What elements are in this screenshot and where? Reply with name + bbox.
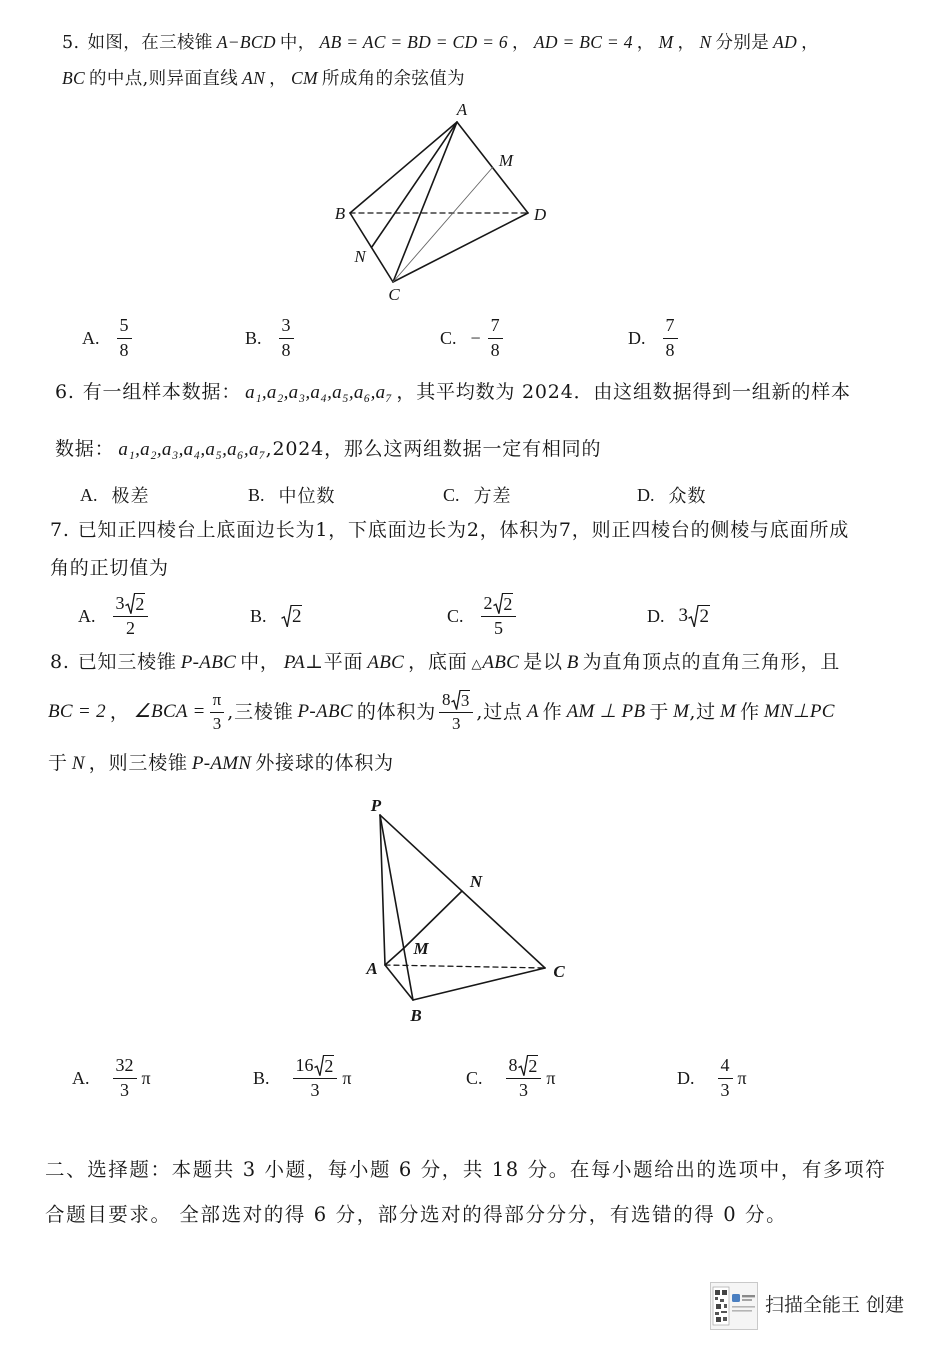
vertex-label-b: B: [334, 204, 346, 223]
numerator: 32: [113, 1055, 137, 1080]
fraction: [718, 1055, 733, 1101]
option-label: B.: [248, 484, 265, 505]
math-expression: ABC: [367, 652, 405, 673]
stem-text: 如图，在三棱锥: [87, 33, 213, 53]
option-label: A.: [78, 605, 96, 626]
pi-symbol: π: [546, 1067, 556, 1088]
stem-text: ，: [109, 701, 130, 723]
stem-text: 角的正切值为: [50, 557, 169, 579]
math-expression: ∠BCA =: [133, 701, 206, 722]
option-label: A.: [72, 1067, 90, 1088]
option-label: D.: [628, 327, 646, 348]
q7-option-c: [447, 588, 519, 644]
radical-sign: [314, 1055, 324, 1077]
edge-bc: [413, 968, 545, 1000]
option-label: A.: [82, 327, 100, 348]
stem-text: 作: [542, 701, 563, 723]
square-root: [451, 690, 471, 710]
math-expression: a₁,a₂,a₃,a₄,a₅,a₆,a₇: [245, 382, 393, 403]
q8-option-c: [466, 1050, 556, 1106]
stem-text: ,三棱锥: [227, 701, 294, 723]
denominator: 3: [518, 1080, 528, 1101]
stem-text: ，: [801, 33, 819, 53]
stem-text: 所成角的余弦值为: [321, 69, 466, 89]
fraction: [293, 1055, 338, 1101]
stem-text: ，其平均数为 2024．由这组数据得到一组新的样本: [396, 381, 851, 403]
vertex-label-d: D: [533, 205, 547, 224]
math-expression: B: [566, 652, 579, 673]
numerator: [113, 593, 149, 618]
pi-symbol: π: [737, 1067, 747, 1088]
math-expression: AD = BC = 4: [533, 32, 633, 52]
q8-line-3: [48, 751, 394, 776]
option-text: 极差: [111, 486, 150, 507]
math-expression: AM ⊥ PB: [566, 701, 646, 722]
denominator: 3: [310, 1080, 320, 1101]
numerator: π: [210, 690, 225, 713]
option-label: A.: [80, 484, 98, 505]
stem-text: ⊥平面: [305, 651, 364, 673]
stem-text: 作: [740, 701, 760, 723]
math-expression: BC = 2: [48, 701, 106, 722]
fraction: [279, 315, 294, 361]
square-root: [314, 1055, 335, 1077]
option-label: D.: [677, 1067, 695, 1088]
square-root: [688, 605, 710, 628]
stem-text: 的中点,则异面直线: [88, 69, 239, 89]
question-number: 5.: [62, 33, 80, 53]
option-label: D.: [647, 605, 665, 626]
fraction-pi-over-3: [210, 690, 225, 734]
math-expression: N: [71, 753, 85, 774]
segment-cm: [393, 168, 493, 283]
denominator: 8: [281, 340, 291, 361]
math-expression: A−BCD: [216, 32, 276, 52]
fraction: [663, 315, 678, 361]
coefficient: 3: [115, 592, 125, 613]
stem-text: 中，: [240, 651, 280, 673]
q5-option-c: [440, 310, 506, 366]
q6-option-c: [443, 467, 512, 523]
option-label: B.: [245, 327, 262, 348]
math-expression: N: [699, 32, 712, 52]
q7-option-a: [78, 588, 151, 644]
numerator: 4: [718, 1055, 733, 1080]
math-expression: AN: [242, 68, 266, 88]
edge-ab: [385, 965, 413, 1000]
stem-text: 是以: [523, 651, 563, 673]
q6-line-1: [55, 380, 851, 405]
fraction: [488, 315, 503, 361]
point-label-n: N: [469, 872, 483, 891]
stem-text: ，: [677, 33, 696, 53]
q6-line-2: [55, 437, 601, 462]
math-expression: PA: [283, 652, 306, 673]
numerator: [481, 593, 517, 618]
vertex-label-c: C: [388, 285, 400, 304]
math-expression: P-AMN: [191, 753, 252, 774]
stem-text: 中，: [279, 33, 316, 53]
section-heading-line-1: [45, 1158, 886, 1182]
stem-text: ，那么这两组数据一定有相同的: [324, 438, 602, 460]
q8-line-2: [48, 687, 839, 737]
fraction: [113, 1055, 137, 1101]
q7-line-2: [50, 556, 169, 580]
minus-sign: −: [470, 327, 481, 348]
scanner-app-logo-icon: [710, 1282, 758, 1330]
math-expression: ABC: [482, 652, 520, 673]
radicand: 2: [503, 593, 513, 614]
section-heading-line-2: [45, 1203, 787, 1227]
option-label: B.: [250, 605, 267, 626]
stem-text: ，: [636, 33, 655, 53]
square-root: [125, 593, 146, 615]
radical-sign: [518, 1055, 528, 1077]
stem-number: ,2024: [265, 438, 325, 460]
numerator: 7: [488, 315, 503, 340]
question-number: 8.: [50, 651, 70, 673]
option-label: D.: [637, 484, 655, 505]
point-label-n: N: [354, 247, 366, 266]
math-expression: AB = AC = BD = CD = 6: [319, 32, 508, 52]
radical-sign: [451, 690, 460, 710]
option-label: C.: [447, 605, 464, 626]
math-expression: A: [526, 701, 539, 722]
option-text: 众数: [668, 486, 707, 507]
fraction-volume: [439, 690, 473, 734]
radical-sign: [493, 593, 503, 615]
q8-pyramid-figure: [350, 795, 580, 1030]
radical-sign: [688, 605, 698, 628]
denominator: 2: [125, 618, 135, 639]
section-text: 二、选择题：本题共 3 小题，每小题 6 分，共 18 分。在每小题给出的选项中，有多项符: [45, 1158, 887, 1181]
q8-line-1: [50, 650, 840, 677]
fraction: [481, 593, 517, 639]
edge-ac-hidden: [385, 965, 545, 968]
radicand: 2: [135, 593, 145, 614]
segment-am: [385, 948, 404, 965]
stem-text: ,过: [689, 701, 716, 723]
q7-line-1: [50, 518, 849, 542]
section-text: 合题目要求。 全部选对的得 6 分，部分选对的得部分分分，有选错的得 0 分。: [45, 1203, 788, 1226]
radicand: 2: [291, 605, 302, 627]
vertex-label-b: B: [410, 1006, 422, 1025]
q5-option-a: [82, 310, 135, 366]
numerator: [439, 690, 473, 713]
square-root: [518, 1055, 539, 1077]
denominator: 3: [212, 714, 222, 734]
coefficient: 16: [295, 1054, 314, 1075]
q7-option-d: [647, 588, 710, 644]
math-expression: P-ABC: [297, 701, 353, 722]
stem-text: 已知三棱锥: [77, 651, 177, 673]
question-number: 6.: [55, 381, 75, 403]
edge-cd: [393, 213, 528, 282]
math-expression: a₁,a₂,a₃,a₄,a₅,a₆,a₇: [118, 439, 266, 460]
question-number: 7.: [50, 519, 70, 541]
q8-option-d: [677, 1050, 747, 1106]
denominator: 8: [665, 340, 675, 361]
math-expression: M: [673, 701, 690, 722]
denominator: 5: [493, 618, 503, 639]
stem-text: 有一组样本数据：: [82, 381, 242, 403]
edge-pb: [380, 815, 413, 1000]
q5-option-d: [628, 310, 681, 366]
stem-text: 于: [48, 752, 68, 774]
radical-sign: [125, 593, 135, 615]
radicand: 2: [528, 1055, 538, 1076]
stem-text: ,过点: [476, 701, 523, 723]
q6-option-b: [248, 467, 336, 523]
stem-text: 的体积为: [356, 701, 437, 723]
radical-sign: [281, 605, 291, 628]
fraction: [506, 1055, 542, 1101]
math-expression: CM: [291, 68, 318, 88]
radicand: 2: [699, 605, 709, 627]
square-root: [493, 593, 514, 615]
q5-option-b: [245, 310, 297, 366]
q8-option-a: [72, 1050, 151, 1106]
math-expression: BC: [62, 68, 85, 88]
q6-option-d: [637, 467, 707, 523]
numerator: 5: [117, 315, 132, 340]
q6-option-a: [80, 467, 150, 523]
denominator: 8: [119, 340, 129, 361]
watermark-text: 扫描全能王 创建: [765, 1294, 905, 1316]
math-expression: AD: [773, 32, 798, 52]
stem-text: ，: [269, 69, 288, 89]
fraction: [117, 315, 132, 361]
coefficient: 3: [678, 604, 688, 626]
vertex-label-c: C: [553, 962, 565, 981]
radical-expression: [281, 605, 303, 628]
coefficient: 8: [442, 689, 451, 709]
coefficient: 2: [483, 592, 493, 613]
pi-symbol: π: [141, 1067, 151, 1088]
radicand: 3: [460, 690, 470, 710]
stem-text: 数据：: [55, 438, 115, 460]
math-expression: M: [719, 701, 737, 722]
coefficient: 8: [508, 1054, 518, 1075]
numerator: [506, 1055, 542, 1080]
radical-expression: [679, 605, 710, 628]
point-label-m: M: [413, 939, 429, 958]
stem-text: ，底面: [408, 651, 468, 673]
radicand: 2: [324, 1055, 334, 1076]
point-label-m: M: [498, 151, 514, 170]
denominator: 8: [490, 340, 500, 361]
option-label: B.: [253, 1067, 270, 1088]
vertex-label-p: P: [370, 796, 382, 815]
option-label: C.: [443, 484, 460, 505]
triangle-symbol: △: [471, 657, 483, 672]
stem-text: 于: [649, 701, 670, 723]
numerator: 7: [663, 315, 678, 340]
pi-symbol: π: [342, 1067, 352, 1088]
stem-text: 分别是: [715, 33, 770, 53]
math-expression: MN⊥PC: [763, 701, 835, 722]
numerator: [293, 1055, 338, 1080]
numerator: 3: [279, 315, 294, 340]
stem-text: ，: [511, 33, 530, 53]
q8-option-b: [253, 1050, 352, 1106]
stem-text: 已知正四棱台上底面边长为1，下底面边长为2，体积为7，则正四棱台的侧棱与底面所成: [77, 519, 850, 541]
math-expression: P-ABC: [180, 652, 237, 673]
stem-text: ，则三棱锥: [88, 752, 188, 774]
denominator: 3: [120, 1080, 129, 1101]
vertex-label-a: A: [366, 959, 378, 978]
denominator: 3: [720, 1080, 730, 1101]
q5-tetrahedron-figure: [320, 100, 570, 310]
option-label: C.: [466, 1067, 483, 1088]
fraction: [113, 593, 149, 639]
q5-line-2: [62, 66, 465, 91]
math-expression: M: [658, 32, 674, 52]
option-text: 中位数: [278, 486, 336, 507]
option-text: 方差: [473, 486, 512, 507]
denominator: 3: [451, 714, 461, 734]
square-root: [281, 605, 303, 628]
q7-option-b: [250, 588, 302, 644]
stem-text: 外接球的体积为: [255, 752, 394, 774]
vertex-label-a: A: [456, 100, 468, 119]
option-label: C.: [440, 327, 457, 348]
q5-line-1: [62, 30, 819, 55]
stem-text: 为直角顶点的直角三角形，且: [582, 651, 841, 673]
